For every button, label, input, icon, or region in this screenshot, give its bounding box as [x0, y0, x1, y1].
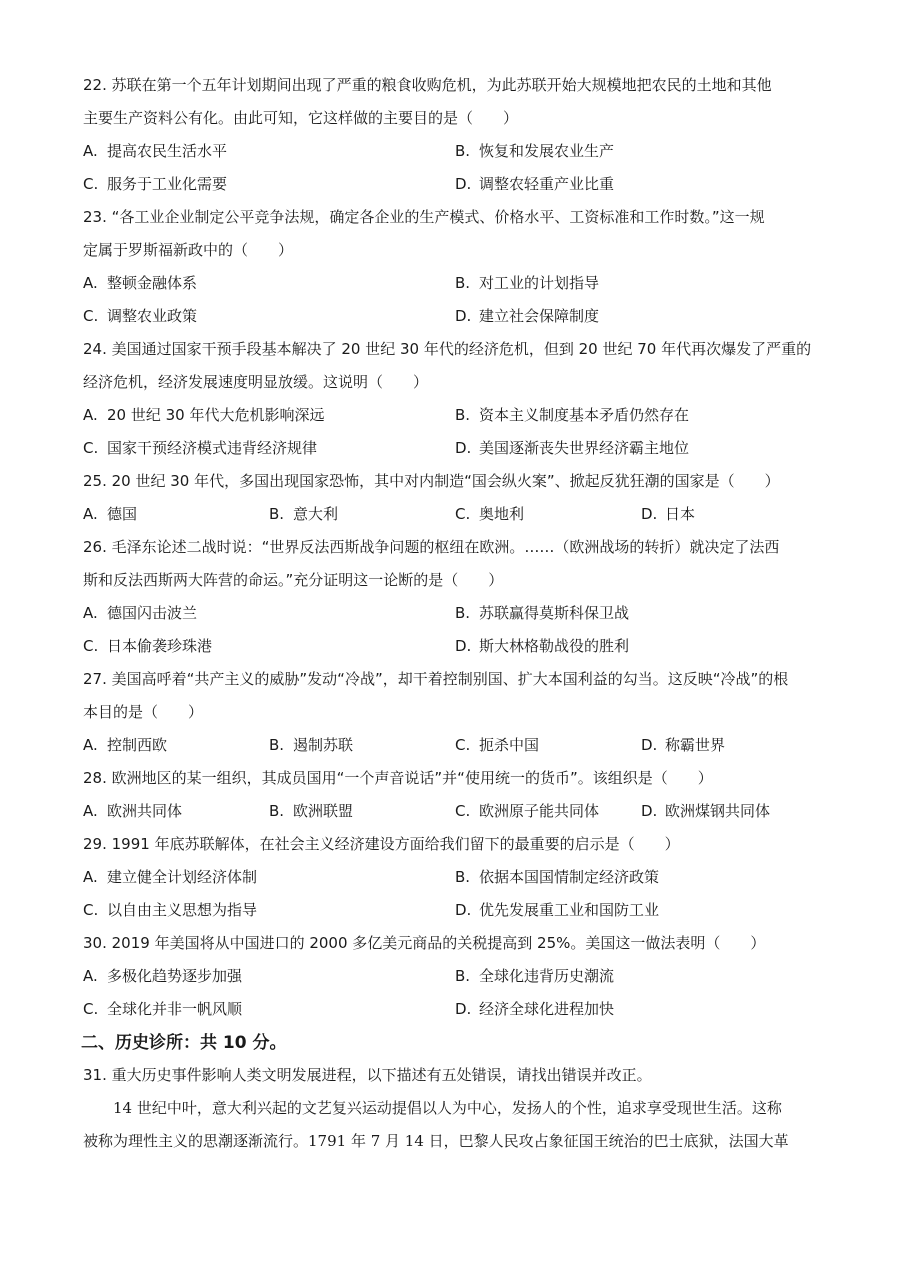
- option-text: 欧洲煤钢共同体: [665, 802, 771, 820]
- option-letter: A.: [83, 802, 98, 820]
- option-a: [83, 965, 455, 987]
- question-stem-line: 28. 欧洲地区的某一组织，其成员国用“一个声音说话”并“使用统一的货币”。该组织是（ ）: [83, 769, 713, 787]
- option-letter: A.: [83, 736, 98, 754]
- option-letter: D.: [455, 307, 472, 325]
- option-letter: C.: [83, 901, 99, 919]
- option-text: 意大利: [293, 505, 339, 523]
- passage-line: 被称为理性主义的思潮逐渐流行。1791 年 7 月 14 日，巴黎人民攻占象征国王统治的巴士底狱，法国大革: [83, 1132, 789, 1150]
- option-a: [83, 734, 269, 756]
- option-letter: B.: [455, 868, 471, 886]
- option-letter: C.: [83, 637, 99, 655]
- exam-page: [83, 74, 828, 1163]
- option-letter: B.: [455, 604, 471, 622]
- option-c: [83, 173, 455, 195]
- option-letter: C.: [455, 505, 471, 523]
- option-b: [455, 140, 827, 162]
- option-text: 以自由主义思想为指导: [107, 901, 258, 919]
- option-d: [641, 800, 827, 822]
- question-stem-line: 主要生产资料公有化。由此可知，它这样做的主要目的是（ ）: [83, 109, 519, 127]
- option-letter: A.: [83, 868, 98, 886]
- option-text: 扼杀中国: [479, 736, 540, 754]
- option-b: [455, 272, 827, 294]
- option-text: 奥地利: [479, 505, 525, 523]
- option-text: 整顿金融体系: [107, 274, 198, 292]
- option-letter: D.: [455, 901, 472, 919]
- option-text: 资本主义制度基本矛盾仍然存在: [479, 406, 690, 424]
- option-b: [455, 602, 827, 624]
- option-text: 国家干预经济模式违背经济规律: [107, 439, 318, 457]
- option-a: [83, 140, 455, 162]
- option-a: [83, 503, 269, 525]
- option-letter: B.: [269, 802, 285, 820]
- option-c: [455, 800, 641, 822]
- option-text: 欧洲联盟: [293, 802, 354, 820]
- options-row: [83, 965, 828, 987]
- option-c: [83, 305, 455, 327]
- question-22: [83, 74, 828, 195]
- option-letter: A.: [83, 505, 98, 523]
- option-text: 经济全球化进程加快: [479, 1000, 615, 1018]
- question-29: [83, 833, 828, 921]
- question-stem-line: 26. 毛泽东论述二战时说：“世界反法西斯战争问题的枢纽在欧洲。……（欧洲战场的转折）就决定了法西: [83, 538, 780, 556]
- option-letter: A.: [83, 142, 98, 160]
- options-row: [83, 503, 828, 525]
- option-c: [83, 899, 455, 921]
- option-text: 全球化违背历史潮流: [479, 967, 615, 985]
- option-letter: B.: [455, 406, 471, 424]
- question-stem-line: 24. 美国通过国家干预手段基本解决了 20 世纪 30 年代的经济危机，但到 20 世纪 70 年代再次爆发了严重的: [83, 340, 812, 358]
- option-text: 德国闪击波兰: [107, 604, 198, 622]
- option-text: 提高农民生活水平: [107, 142, 228, 160]
- option-text: 德国: [107, 505, 138, 523]
- options-row: [83, 404, 828, 426]
- option-letter: B.: [269, 736, 285, 754]
- question-27: [83, 668, 828, 756]
- option-letter: C.: [83, 307, 99, 325]
- option-text: 控制西欧: [107, 736, 168, 754]
- option-letter: C.: [455, 802, 471, 820]
- options-row: [83, 635, 828, 657]
- option-b: [269, 503, 455, 525]
- option-d: [455, 305, 827, 327]
- option-text: 服务于工业化需要: [107, 175, 228, 193]
- option-letter: D.: [455, 439, 472, 457]
- option-text: 欧洲原子能共同体: [479, 802, 600, 820]
- option-text: 日本: [665, 505, 696, 523]
- question-stem-line: 定属于罗斯福新政中的（ ）: [83, 241, 294, 259]
- question-31-stem: 31. 重大历史事件影响人类文明发展进程，以下描述有五处错误，请找出错误并改正。: [83, 1066, 652, 1084]
- question-30: [83, 932, 828, 1020]
- option-letter: D.: [455, 175, 472, 193]
- option-a: [83, 272, 455, 294]
- option-letter: A.: [83, 406, 98, 424]
- option-a: [83, 404, 455, 426]
- question-stem-line: 23. “各工业企业制定公平竞争法规，确定各企业的生产模式、价格水平、工资标准和工作时数。”这一规: [83, 208, 765, 226]
- option-b: [455, 965, 827, 987]
- section-title: 二、历史诊所：共 10 分。: [81, 1033, 287, 1053]
- option-text: 遏制苏联: [293, 736, 354, 754]
- option-c: [83, 635, 455, 657]
- passage-line: 14 世纪中叶，意大利兴起的文艺复兴运动提倡以人为中心，发扬人的个性，追求享受现世生活。这称: [113, 1099, 782, 1117]
- option-d: [641, 503, 827, 525]
- options-row: [83, 602, 828, 624]
- option-letter: A.: [83, 967, 98, 985]
- option-text: 斯大林格勒战役的胜利: [479, 637, 630, 655]
- question-stem-line: 22. 苏联在第一个五年计划期间出现了严重的粮食收购危机，为此苏联开始大规模地把农民的土地和其他: [83, 76, 772, 94]
- option-d: [455, 173, 827, 195]
- options-row: [83, 173, 828, 195]
- option-b: [455, 866, 827, 888]
- option-b: [269, 800, 455, 822]
- option-letter: B.: [269, 505, 285, 523]
- option-text: 多极化趋势逐步加强: [107, 967, 243, 985]
- option-text: 建立社会保障制度: [479, 307, 600, 325]
- options-row: [83, 866, 828, 888]
- option-a: [83, 866, 455, 888]
- option-text: 日本偷袭珍珠港: [107, 637, 213, 655]
- options-row: [83, 305, 828, 327]
- option-letter: C.: [455, 736, 471, 754]
- option-letter: B.: [455, 274, 471, 292]
- question-stem-line: 29. 1991 年底苏联解体，在社会主义经济建设方面给我们留下的最重要的启示是（ ）: [83, 835, 680, 853]
- option-d: [455, 635, 827, 657]
- option-letter: C.: [83, 175, 99, 193]
- option-text: 调整农业政策: [107, 307, 198, 325]
- option-text: 全球化并非一帆风顺: [107, 1000, 243, 1018]
- options-row: [83, 140, 828, 162]
- option-c: [83, 998, 455, 1020]
- option-text: 20 世纪 30 年代大危机影响深远: [107, 406, 325, 424]
- option-text: 苏联赢得莫斯科保卫战: [479, 604, 630, 622]
- option-text: 对工业的计划指导: [479, 274, 600, 292]
- question-stem-line: 25. 20 世纪 30 年代，多国出现国家恐怖，其中对内制造“国会纵火案”、掀起反犹狂潮的国家是（ ）: [83, 472, 780, 490]
- question-stem-line: 30. 2019 年美国将从中国进口的 2000 多亿美元商品的关税提高到 25%。美国这一做法表明（ ）: [83, 934, 766, 952]
- option-letter: B.: [455, 967, 471, 985]
- option-c: [83, 437, 455, 459]
- option-text: 依据本国国情制定经济政策: [479, 868, 660, 886]
- options-row: [83, 800, 828, 822]
- option-b: [455, 404, 827, 426]
- options-row: [83, 272, 828, 294]
- option-text: 优先发展重工业和国防工业: [479, 901, 660, 919]
- options-row: [83, 899, 828, 921]
- option-letter: D.: [641, 505, 658, 523]
- option-a: [83, 800, 269, 822]
- option-letter: D.: [455, 637, 472, 655]
- option-text: 恢复和发展农业生产: [479, 142, 615, 160]
- question-25: [83, 470, 828, 525]
- question-stem-line: 斯和反法西斯两大阵营的命运。”充分证明这一论断的是（ ）: [83, 571, 504, 589]
- option-b: [269, 734, 455, 756]
- question-23: [83, 206, 828, 327]
- options-row: [83, 437, 828, 459]
- option-c: [455, 503, 641, 525]
- option-letter: D.: [455, 1000, 472, 1018]
- option-d: [455, 899, 827, 921]
- question-stem-line: 27. 美国高呼着“共产主义的威胁”发动“冷战”，却干着控制别国、扩大本国利益的勾当。这反映“冷战”的根: [83, 670, 789, 688]
- option-c: [455, 734, 641, 756]
- question-stem-line: 本目的是（ ）: [83, 703, 204, 721]
- option-letter: A.: [83, 604, 98, 622]
- option-d: [641, 734, 827, 756]
- option-a: [83, 602, 455, 624]
- question-stem-line: 经济危机，经济发展速度明显放缓。这说明（ ）: [83, 373, 429, 391]
- option-text: 称霸世界: [665, 736, 726, 754]
- option-letter: B.: [455, 142, 471, 160]
- option-d: [455, 998, 827, 1020]
- option-d: [455, 437, 827, 459]
- option-text: 美国逐渐丧失世界经济霸主地位: [479, 439, 690, 457]
- option-letter: C.: [83, 439, 99, 457]
- options-row: [83, 998, 828, 1020]
- option-text: 调整农轻重产业比重: [479, 175, 615, 193]
- options-row: [83, 734, 828, 756]
- option-text: 建立健全计划经济体制: [107, 868, 258, 886]
- question-28: [83, 767, 828, 822]
- option-letter: C.: [83, 1000, 99, 1018]
- option-letter: A.: [83, 274, 98, 292]
- question-24: [83, 338, 828, 459]
- option-letter: D.: [641, 802, 658, 820]
- question-26: [83, 536, 828, 657]
- option-letter: D.: [641, 736, 658, 754]
- option-text: 欧洲共同体: [107, 802, 183, 820]
